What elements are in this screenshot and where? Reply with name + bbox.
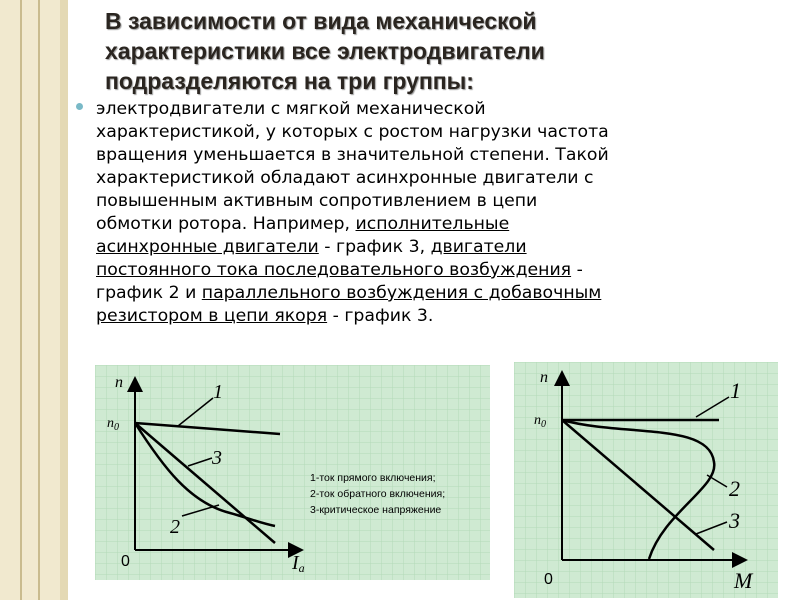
curve-2-label: 2 <box>729 476 740 501</box>
legend-item-1: 1-ток прямого включения; <box>310 472 436 484</box>
body-line: вращения уменьшается в значительной степени. Такой <box>96 145 609 165</box>
body-line: повышенным активным сопротивлением в цепи <box>96 191 538 211</box>
curve-3-label: 3 <box>729 508 740 533</box>
chart-torque-speed-svg <box>514 362 778 598</box>
legend-item-2: 2-ток обратного включения; <box>310 488 446 500</box>
chart-torque-speed <box>514 362 778 598</box>
body-line: электродвигатели с мягкой механической <box>96 99 486 119</box>
n0-sub: 0 <box>114 422 119 433</box>
sidebar-stripe <box>60 0 68 600</box>
slide-title <box>105 6 785 96</box>
body-text-segment: - график 3, <box>318 237 431 257</box>
body-text <box>96 98 786 328</box>
n0-main: n <box>107 416 114 431</box>
body-line <box>96 282 786 305</box>
link-async-motors[interactable]: асинхронные двигатели <box>96 237 319 257</box>
legend-item-3: 3-критическое напряжение <box>310 504 442 516</box>
curve-2-label: 2 <box>170 516 180 538</box>
chart-current-speed <box>95 365 490 580</box>
link-series-dc-motors[interactable]: постоянного тока последовательного возбуждения <box>96 260 572 280</box>
y-axis-label: n <box>540 369 548 386</box>
body-line <box>96 305 786 328</box>
link-async-motors[interactable]: исполнительные <box>355 214 510 234</box>
link-parallel-excitation[interactable]: параллельного возбуждения с добавочным <box>201 283 602 303</box>
y-axis-label: n <box>115 374 123 391</box>
link-parallel-excitation[interactable]: резистором в цепи якоря <box>96 306 328 326</box>
link-series-dc-motors[interactable]: двигатели <box>430 237 527 257</box>
body-line: характеристикой обладают асинхронные двигатели с <box>96 168 594 188</box>
x-axis-sub: a <box>298 561 305 575</box>
sidebar-line <box>38 0 40 600</box>
body-text-segment: обмотки ротора. Например, <box>96 214 356 234</box>
body-line <box>96 213 786 236</box>
origin-label: 0 <box>121 553 130 570</box>
curve-3-label: 3 <box>212 447 222 469</box>
curve-1-label: 1 <box>213 381 223 403</box>
x-axis-main: I <box>292 552 299 574</box>
body-text-segment: - <box>571 260 583 280</box>
body-line <box>96 259 786 282</box>
title-line: В зависимости от вида механической <box>105 8 537 34</box>
body-line: характеристикой, у которых с ростом нагрузки частота <box>96 122 609 142</box>
x-axis-label: M <box>734 568 753 593</box>
bullet-icon <box>76 103 83 110</box>
origin-label: 0 <box>544 571 553 588</box>
curve-1-label: 1 <box>730 378 741 403</box>
n0-sub: 0 <box>541 419 546 430</box>
body-text-segment: график 2 и <box>96 283 202 303</box>
title-line: характеристики все электродвигатели <box>105 38 545 64</box>
title-line: подразделяются на три группы: <box>105 68 474 94</box>
body-line <box>96 236 786 259</box>
sidebar-decoration <box>0 0 60 600</box>
sidebar-line <box>20 0 22 600</box>
chart-current-speed-svg <box>95 365 490 580</box>
body-text-segment: - график 3. <box>327 306 434 326</box>
n0-main: n <box>534 413 541 428</box>
